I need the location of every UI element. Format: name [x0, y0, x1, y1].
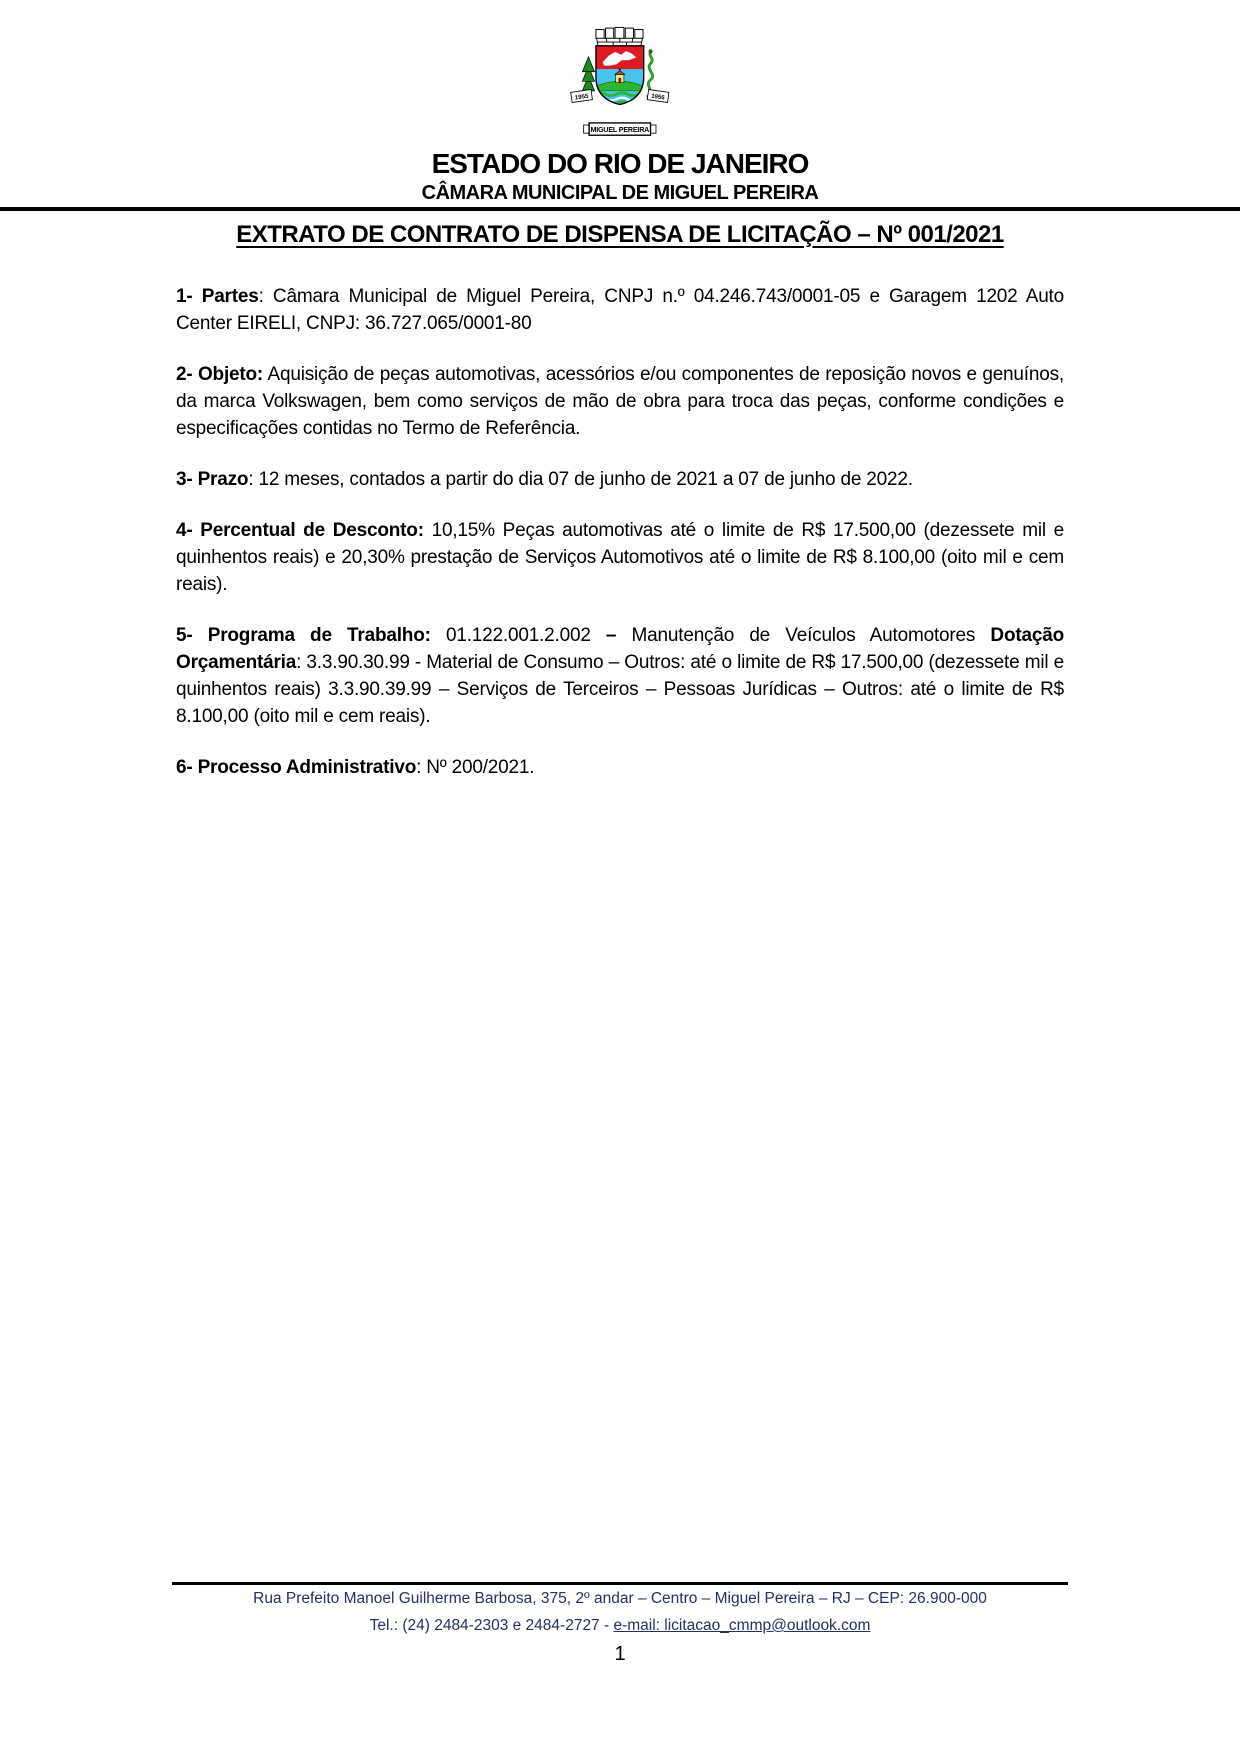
paragraph-label: Dotação Orçamentária	[176, 625, 1064, 673]
paragraph-text: : Câmara Municipal de Miguel Pereira, CNPJ n.º 04.246.743/0001-05 e Garagem 1202 Auto Center EIRELI, CNPJ: 36.727.065/0001-80	[176, 286, 1065, 334]
footer-contact	[0, 1612, 1240, 1639]
paragraph-text: : 12 meses, contados a partir do dia 07 de junho de 2021 a 07 de junho de 2022.	[248, 469, 913, 490]
paragraph-label: –	[605, 625, 617, 646]
municipality-name: CÂMARA MUNICIPAL DE MIGUEL PEREIRA	[421, 182, 819, 204]
paragraph-label: 4- Percentual de Desconto:	[176, 520, 424, 541]
header-divider	[0, 207, 1240, 211]
document-body	[176, 283, 1064, 781]
paragraph-text: : 3.3.90.30.99 - Material de Consumo – Outros: até o limite de R$ 17.500,00 (dezessete mil e quinhentos reais) 3.3.90.39.99 – Serviços de Terceiros – Pessoas Jurídicas – Outros: até o limite de R$ 8.100,00 (oito mil e cem reais).	[176, 652, 1064, 727]
paragraph	[176, 622, 1064, 730]
paragraph-label: 5- Programa de Trabalho:	[176, 625, 431, 646]
mural-crown-icon	[596, 27, 643, 45]
document-title: EXTRATO DE CONTRATO DE DISPENSA DE LICITAÇÃO – Nº 001/2021	[236, 221, 1004, 248]
paragraph	[176, 283, 1064, 337]
paragraph-text: : Nº 200/2021.	[416, 757, 535, 778]
footer-address: Rua Prefeito Manoel Guilherme Barbosa, 375, 2º andar – Centro – Miguel Pereira – RJ – CEP: 26.900-000	[253, 1590, 987, 1607]
paragraph-label: 6- Processo Administrativo	[176, 757, 417, 778]
document-footer	[0, 1582, 1240, 1666]
state-name: ESTADO DO RIO DE JANEIRO	[431, 148, 809, 179]
crest-banner	[584, 123, 656, 135]
year-right: 1956	[650, 92, 666, 102]
paragraph-label: 1- Partes	[176, 286, 259, 307]
shield-icon	[595, 46, 650, 106]
year-scroll-left	[571, 89, 593, 102]
paragraph	[176, 361, 1064, 442]
paragraph	[176, 517, 1064, 598]
coat-of-arms-icon	[555, 24, 685, 140]
paragraph	[176, 754, 1064, 781]
paragraph	[176, 466, 1064, 493]
crest-banner-label: MIGUEL PEREIRA	[590, 126, 650, 135]
paragraph-text: 10,15% Peças automotivas até o limite de R$ 17.500,00 (dezessete mil e quinhentos reais) e 20,30% prestação de Serviços Automotivos até o limite de R$ 8.100,00 (oito mil e cem reais).	[176, 520, 1065, 595]
paragraph-label: 3- Prazo	[176, 469, 249, 490]
paragraph-text: Manutenção de Veículos Automotores	[616, 625, 991, 646]
title-row	[0, 221, 1240, 249]
year-scroll-right	[647, 89, 669, 102]
paragraph-text: 01.122.001.2.002	[430, 625, 606, 646]
document-header	[0, 0, 1240, 205]
footer-phone: Tel.: (24) 2484-2303 e 2484-2727 -	[369, 1617, 614, 1634]
page-number: 1	[614, 1643, 626, 1665]
year-left: 1955	[574, 92, 590, 102]
paragraph-label: 2- Objeto:	[176, 364, 264, 385]
paragraph-text: Aquisição de peças automotivas, acessórios e/ou componentes de reposição novos e genuínos, da marca Volkswagen, bem como serviços de mão de obra para troca das peças, conforme condições e especificações contidas no Termo de Referência.	[176, 364, 1064, 439]
footer-email-link[interactable]: e-mail: licitacao_cmmp@outlook.com	[613, 1617, 871, 1634]
